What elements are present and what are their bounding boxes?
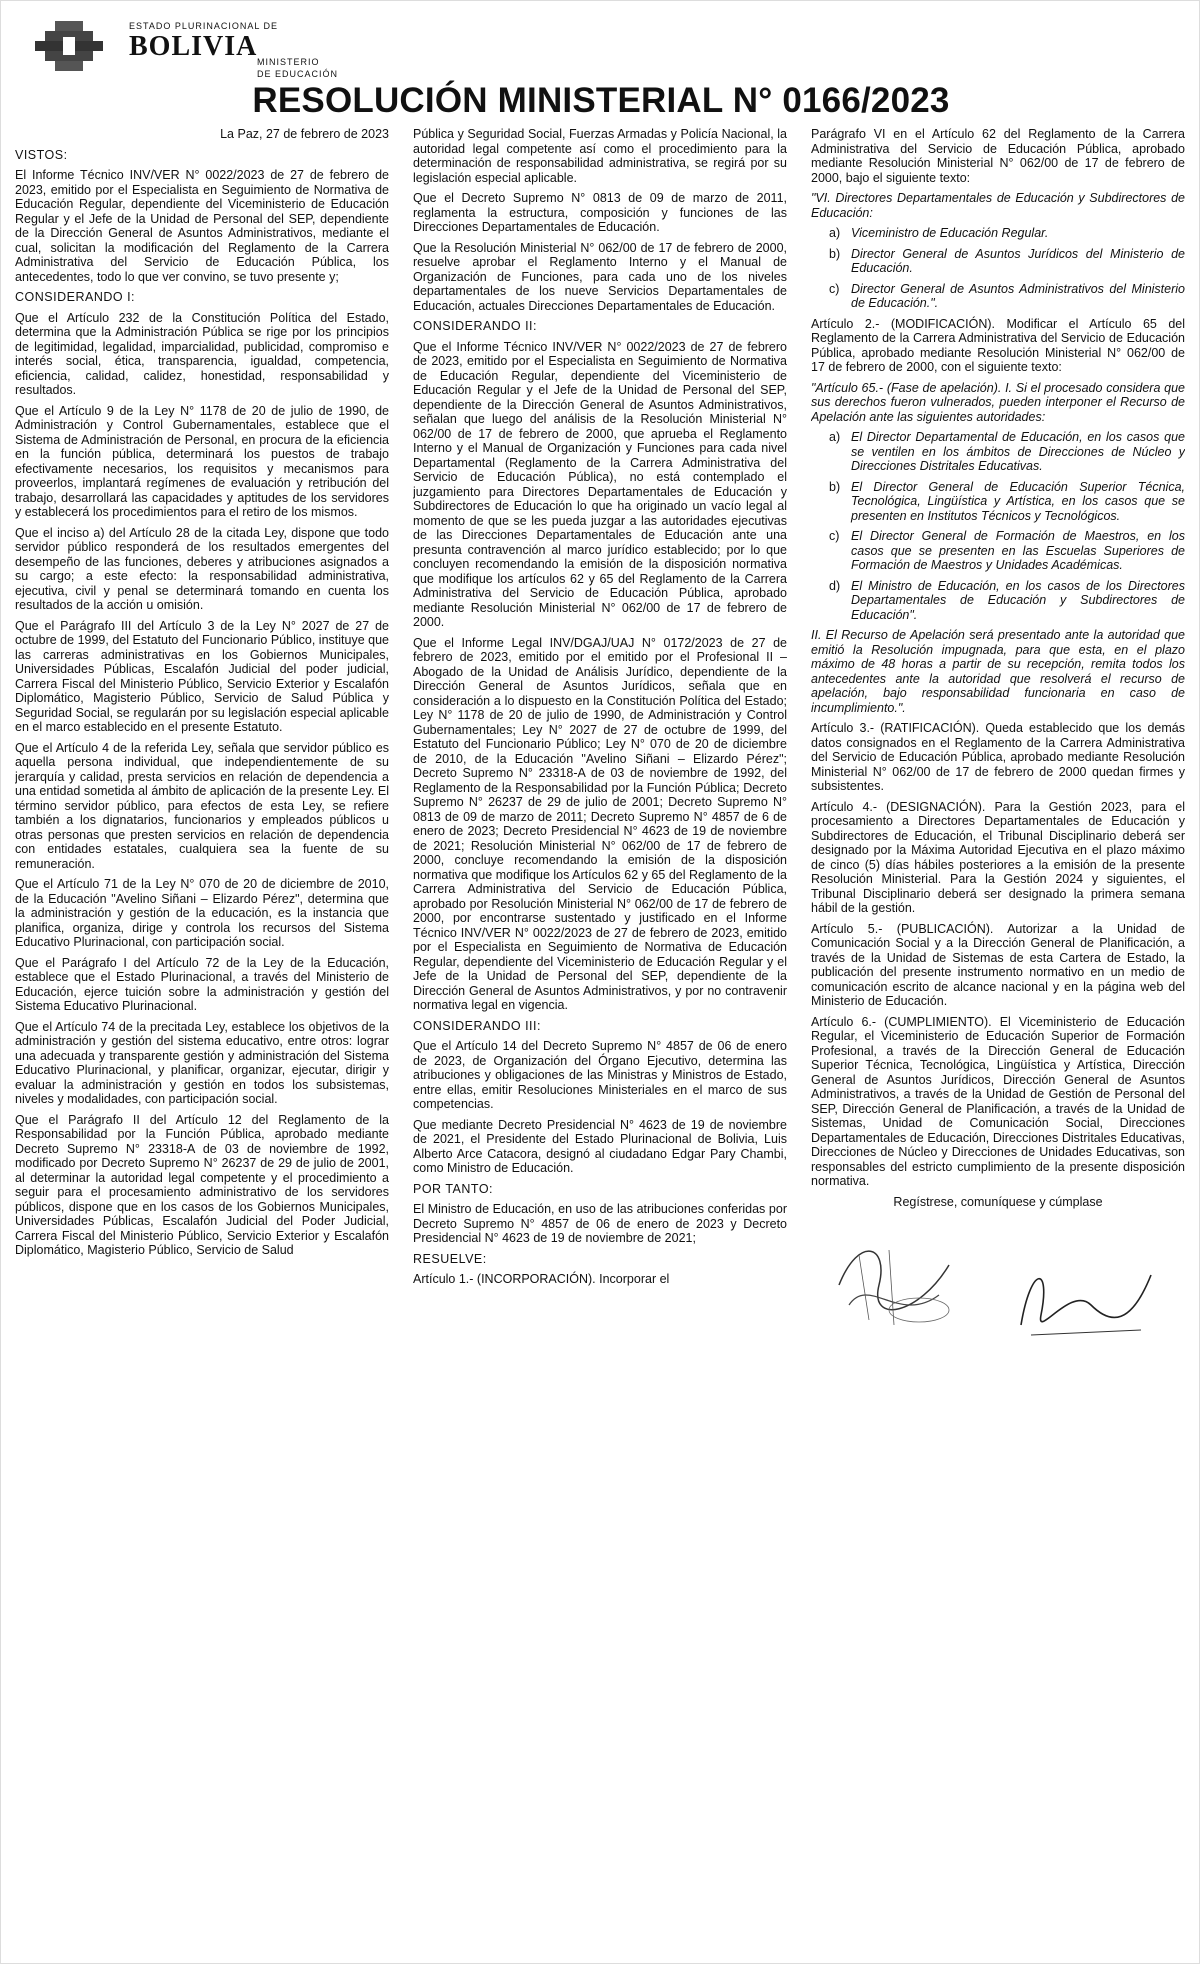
paragraph: Que el inciso a) del Artículo 28 de la citada Ley, dispone que todo servidor público responderá de los resultados emergentes del desempeño de las funciones, deberes y atribuciones asignados a su cargo; a este efecto: la responsabilidad administrativa, ejecutiva, civil y penal se determinará tomando en cuenta los resultados de la acción u omisión. <box>15 525 389 612</box>
section-heading-vistos: VISTOS: <box>15 147 68 162</box>
article-3: Artículo 3.- (RATIFICACIÓN). Queda establecido que los demás datos consignados en el Reglamento de la Carrera Administrativa del Servicio de Educación Pública, aprobado mediante Resolución Ministerial N° 062/00 de 17 de febrero de 2000 quedan firmes y subsistentes. <box>811 721 1185 793</box>
paragraph: Que el Artículo 74 de la precitada Ley, establece los objetivos de la administración y gestión del sistema educativo, entre otros: lograr una adecuada y transparente gestión y administración del Sistema Educativo Plurinacional, y planificar, organizar, ejecutar, dirigir y evaluar la administración y gestión en todos los subsistemas, niveles y modalidades, con participación social. <box>15 1019 389 1106</box>
paragraph: Que el Decreto Supremo N° 0813 de 09 de marzo de 2011, reglamenta la estructura, composición y funciones de las Direcciones Departamentales de Educación. <box>413 191 787 234</box>
list-text: Director General de Asuntos Jurídicos del Ministerio de Educación. <box>851 246 1185 275</box>
section-heading-considerando-3: CONSIDERANDO III: <box>413 1018 541 1033</box>
column-3 <box>811 127 1185 1957</box>
paragraph: Que el Parágrafo II del Artículo 12 del Reglamento de la Responsabilidad por la Función Pública, aprobado mediante Decreto Supremo N° 23318-A de 03 de noviembre de 1992, modificado por Decreto Supremo N° 26237 de 29 de julio de 2001, al determinar la autoridad legal competente y el procedimiento a seguir para el procesamiento administrativo de los servidores públicos, dispone que en los casos de los Gobiernos Municipales, Universidades Públicas, Escalafón Judicial del Poder Judicial, Carrera Fiscal del Ministerio Público, Servicio Exterior y Escalafón Diplomático, Magisterio Público, Servicio de Salud <box>15 1112 389 1257</box>
brand-name: BOLIVIA <box>129 31 258 62</box>
paragraph: Que el Parágrafo III del Artículo 3 de la Ley N° 2027 de 27 de octubre de 1999, del Estatuto del Funcionario Público, instituye que las carreras administrativas en los Gobiernos Municipales, Universidades Públicas, Escalafón Judicial del poder judicial, Carrera Fiscal del Ministerio Público, Servicio Exterior y Escalafón Diplomático, Magisterio Público, Servicio de Salud Pública y Seguridad Social, se regularán por su legislación especial aplicable en el marco establecido en el presente Estatuto. <box>15 618 389 734</box>
article-2-quote: "Artículo 65.- (Fase de apelación). I. Si el procesado considera que sus derechos fueron vulnerados, pueden interponer el Recurso de Apelación ante las siguientes autoridades: <box>811 380 1185 424</box>
section-heading-por-tanto: POR TANTO: <box>413 1181 494 1196</box>
paragraph: Que el Informe Técnico INV/VER N° 0022/2023 de 27 de febrero de 2023, emitido por el Especialista en Seguimiento de Normativa de Educación Regular, dependiente del Viceministerio de Educación Regular y el Jefe de la Unidad de Personal del SEP, dependiente de la Dirección General de Asuntos Administrativos, señalan que luego del análisis de la Resolución Ministerial N° 062/00 de 17 de febrero de 2000, que aprueba el Reglamento Interno y el Manual de Organización y Funciones para cada nivel Departamental (Reglamento de la Carrera Administrativa del Servicio de Educación Pública), no está contemplado el juzgamiento para Directores Departamentales de Educación y Subdirectores de Educación lo que ha originado un vacío legal al momento de que se les pueda juzgar a las autoridades ejecutivas de las Direcciones Departamentales de Educación ante una presunta contravención al marco jurídico establecido; por lo que concluyen recomendando la emisión de la disposición normativa que modifique los artículos 62 y 65 del Reglamento de la Carrera Administrativa del Servicio de Educación Pública, aprobado mediante Resolución Ministerial N° 062/00 de 17 de febrero de 2000. <box>413 339 787 629</box>
paragraph: Que el Artículo 71 de la Ley N° 070 de 20 de diciembre de 2010, de la Educación "Avelino Siñani – Elizardo Pérez", determina que la administración y gestión de la educación, es la instancia que planifica, organiza, dirige y controla los recursos del Sistema Educativo Plurinacional, con participación social. <box>15 877 389 949</box>
column-2 <box>413 127 787 1957</box>
state-seal-icon <box>33 17 105 73</box>
paragraph: Que el Informe Legal INV/DGAJ/UAJ N° 0172/2023 de 27 de febrero de 2023, emitido por el emitido por el Profesional II – Abogado de la Unidad de Análisis Jurídico, dependiente de la Dirección General de Asuntos Jurídicos, señala que en consideración a lo dispuesto en la Constitución Política del Estado; Ley N° 1178 de 20 de julio de 1990, de Administración y Control Gubernamentales; Ley N° 2027 de 27 de octubre de 1999, del Estatuto del Funcionario Público; Ley N° 070 de 20 de diciembre de 2010, de la Educación "Avelino Siñani – Elizardo Pérez"; Decreto Supremo N° 23318-A de 03 de noviembre de 1992, del Reglamento de la Responsabilidad por la Función Pública; Decreto Supremo N° 26237 de 29 de julio de 2001; Decreto Supremo N° 0813 de 09 de marzo de 2011; Decreto Supremo N° 4857 de 6 de enero de 2023; Decreto Presidencial N° 4623 de 19 de noviembre de 2021; Resolución Ministerial N° 062/00 de 17 de febrero de 2000, concluye recomendando la emisión de la disposición normativa que modifique los Artículos 62 y 65 del Reglamento de la Carrera Administrativa del Servicio de Educación Pública, aprobado por Resolución Ministerial N° 062/00 de 17 de febrero de 2000, por encontrarse sustentado y justificado en el Informe Técnico INV/VER N° 0022/2023 de 27 de febrero de 2023, emitido por el Especialista en Seguimiento de Normativa de Educación Regular, dependiente del Viceministerio de Educación Regular y el Jefe de la Unidad de Personal del SEP, dependiente de la Dirección General de Asuntos Administrativos, y por no contravenir normativa legal en vigencia. <box>413 635 787 1012</box>
paragraph: Que el Artículo 232 de la Constitución Política del Estado, determina que la Administración Pública se rige por los principios de legitimidad, legalidad, imparcialidad, publicidad, compromiso e interés social, ética, transparencia, igualdad, competencia, eficiencia, calidad, calidez, honestidad, responsabilidad y resultados. <box>15 310 389 397</box>
list-text: El Director Departamental de Educación, en los casos que se ventilen en los ámbitos de Direcciones de Núcleo y Direcciones Distritales Educativas. <box>851 430 1185 473</box>
article-6: Artículo 6.- (CUMPLIMIENTO). El Viceministerio de Educación Regular, el Viceministerio de Educación Superior de Formación Profesional, a través de la Dirección General de Educación Superior Técnica, Tecnológica, Lingüística y Artística, Dirección General de Asuntos Jurídicos, Dirección General de Asuntos Administrativos, a través de la Unidad de Gestión de Personal del SEP, Dirección General de Planificación, a través de la Unidad de Sistemas, Unidad de Comunicación Social, Direcciones Departamentales de Educación, Direcciones Distritales Educativas, Direcciones de Núcleo y Direcciones de Unidades Educativas, son responsables del estricto cumplimiento de la presente disposición normativa. <box>811 1014 1185 1188</box>
resolution-title: RESOLUCIÓN MINISTERIAL N° 0166/2023 <box>252 81 950 120</box>
list-text: El Director General de Educación Superior Técnica, Tecnológica, Lingüística y Artística, en los casos que se presenten en Institutos Técnicos y Tecnológicos. <box>851 479 1185 523</box>
article-2-paragraph-2: II. El Recurso de Apelación será presentado ante la autoridad que emitió la Resolución impugnada, para que esta, en el plazo máximo de 48 horas a partir de su recepción, remita todos los antecedentes ante la autoridad que resolverá el recurso de apelación, bajo responsabilidad funcionaria en caso de incumplimiento.". <box>811 628 1185 715</box>
list-letter: c) <box>829 529 840 543</box>
signature-area <box>811 1215 1185 1355</box>
list-text: Viceministro de Educación Regular. <box>851 226 1049 240</box>
paragraph: Que el Parágrafo I del Artículo 72 de la Ley de la Educación, establece que el Estado Plurinacional, a través del Ministerio de Educación, ejerce tuición sobre la administración y gestión del Sistema Educativo Plurinacional. <box>15 955 389 1013</box>
list-letter: b) <box>829 479 841 494</box>
list-letter: d) <box>829 578 841 593</box>
list-item <box>829 247 1185 276</box>
signature-stamp-icon <box>829 1225 969 1335</box>
article-1: Artículo 1.- (INCORPORACIÓN). Incorporar el <box>413 1272 670 1286</box>
section-heading-considerando-2: CONSIDERANDO II: <box>413 319 537 333</box>
signature-icon <box>1011 1255 1161 1345</box>
ministry-line-1: MINISTERIO <box>257 57 320 67</box>
section-heading-considerando-1: CONSIDERANDO I: <box>15 290 136 304</box>
list-item <box>829 529 1185 573</box>
letterhead <box>25 13 625 77</box>
article-1-quote: "VI. Directores Departamentales de Educación y Subdirectores de Educación: <box>811 191 1185 220</box>
document-body <box>15 127 1187 1957</box>
list-text: El Director General de Formación de Maestros, en los casos que se presenten en las Escuelas Superiores de Formación de Maestros y Unidades Académicas. <box>851 529 1185 572</box>
article-1-continuation: Parágrafo VI en el Artículo 62 del Reglamento de la Carrera Administrativa del Servicio de Educación Pública, aprobado mediante Resolución Ministerial N° 062/00 de 17 de febrero de 2000, bajo el siguiente texto: <box>811 127 1185 185</box>
article-4: Artículo 4.- (DESIGNACIÓN). Para la Gestión 2023, para el procesamiento a Directores Departamentales de Educación y Subdirectores de Educación, el Tribunal Disciplinario deberá ser designado por la Máxima Autoridad Ejecutiva en el plazo máximo de cinco (5) días hábiles posteriores a la emisión de la presente Resolución Ministerial. Para la Gestión 2024 y siguientes, el Tribunal Disciplinario deberá ser designado la primera semana hábil de la gestión. <box>811 799 1185 915</box>
article-2: Artículo 2.- (MODIFICACIÓN). Modificar el Artículo 65 del Reglamento de la Carrera Administrativa del Servicio de Educación Pública, aprobado mediante Resolución Ministerial N° 062/00 de 17 de febrero de 2000, con el siguiente texto: <box>811 316 1185 374</box>
list-item <box>829 226 1185 241</box>
article-5: Artículo 5.- (PUBLICACIÓN). Autorizar a la Unidad de Comunicación Social y a la Dirección General de Planificación, a través de la Unidad de Sistemas de esta Cartera de Estado, la publicación del presente instrumento normativo en un medio de comunicación escrito de alcance nacional y en la página web del Ministerio de Educación. <box>811 921 1185 1008</box>
ministry-line-2: DE EDUCACIÓN <box>257 69 339 79</box>
paragraph: Que el Artículo 14 del Decreto Supremo N° 4857 de 06 de enero de 2023, de Organización del Órgano Ejecutivo, determina las atribuciones y obligaciones de las Ministras y Ministros de Estado, entre ellas, emitir Resoluciones Ministeriales en el marco de sus competencias. <box>413 1039 787 1111</box>
list-text: Director General de Asuntos Administrativos del Ministerio de Educación.". <box>851 281 1185 310</box>
paragraph: Que el Artículo 9 de la Ley N° 1178 de 20 de julio de 1990, de Administración y Control Gubernamentales, establece que el Sistema de Administración de Personal, en procura de la eficiencia en la función pública, determinará los puestos de trabajo efectivamente necesarios, los requisitos y mecanismos para proveerlos, implantará regímenes de evaluación y retribución del trabajo, desarrollará las capacidades y aptitudes de los servidores y establecerá los procedimientos para el retiro de los mismos. <box>15 403 389 519</box>
brand-top-line: ESTADO PLURINACIONAL DE <box>129 21 279 31</box>
list-letter: c) <box>829 281 840 296</box>
list-letter: a) <box>829 430 841 444</box>
document-date: La Paz, 27 de febrero de 2023 <box>220 127 389 141</box>
list-letter: a) <box>829 226 841 240</box>
list-letter: b) <box>829 246 841 261</box>
paragraph: El Informe Técnico INV/VER N° 0022/2023 de 27 de febrero de 2023, emitido por el Especialista en Seguimiento de Normativa de Educación Regular, dependiente del Viceministerio de Educación Regular y el Jefe de la Unidad de Personal del SEP, dependiente de la Dirección General de Asuntos Administrativos, mediante el cual, solicitan la modificación del Reglamento de la Carrera Administrativa del Servicio de Educación Pública, los antecedentes, todo lo que ver convino, se tuvo presente y; <box>15 168 389 284</box>
paragraph: Que el Artículo 4 de la referida Ley, señala que servidor público es aquella persona individual, que independientemente de su jerarquía y calidad, presta servicios en relación de dependencia a una entidad sometida al ámbito de aplicación de la presente Ley. El término servidor público, para efectos de esta Ley, se refiere también a los dignatarios, funcionarios y empleados públicos u otras personas que presten servicios en relación de dependencia con entidades estatales, cualquiera sea la fuente de su remuneración. <box>15 740 389 871</box>
list-item <box>829 480 1185 524</box>
column-1 <box>15 127 389 1957</box>
list-item <box>829 579 1185 623</box>
paragraph: Pública y Seguridad Social, Fuerzas Armadas y Policía Nacional, la autoridad legal competente así como el procedimiento para la determinación de responsabilidad administrativa, se regirá por su legislación especial aplicable. <box>413 127 787 185</box>
section-heading-resuelve: RESUELVE: <box>413 1251 487 1266</box>
paragraph: Que la Resolución Ministerial N° 062/00 de 17 de febrero de 2000, resuelve aprobar el Reglamento Interno y el Manual de Organización de Funciones, para cada uno de los niveles departamentales de los nueve Servicios Departamentales de Educación, actuales Direcciones Departamentales de Educación. <box>413 240 787 313</box>
list-item <box>829 430 1185 474</box>
paragraph: Que mediante Decreto Presidencial N° 4623 de 19 de noviembre de 2021, el Presidente del Estado Plurinacional de Bolivia, Luis Alberto Arce Catacora, designó al ciudadano Edgar Pary Chambi, como Ministro de Educación. <box>413 1117 787 1175</box>
closing-formula: Regístrese, comuníquese y cúmplase <box>893 1194 1103 1209</box>
list-item <box>829 282 1185 311</box>
list-text: El Ministro de Educación, en los casos de los Directores Departamentales de Educación y Subdirectores de Educación". <box>851 578 1185 622</box>
paragraph: El Ministro de Educación, en uso de las atribuciones conferidas por Decreto Supremo N° 4857 de 06 de enero de 2023 y Decreto Presidencial N° 4623 de 19 de noviembre de 2021; <box>413 1202 787 1245</box>
